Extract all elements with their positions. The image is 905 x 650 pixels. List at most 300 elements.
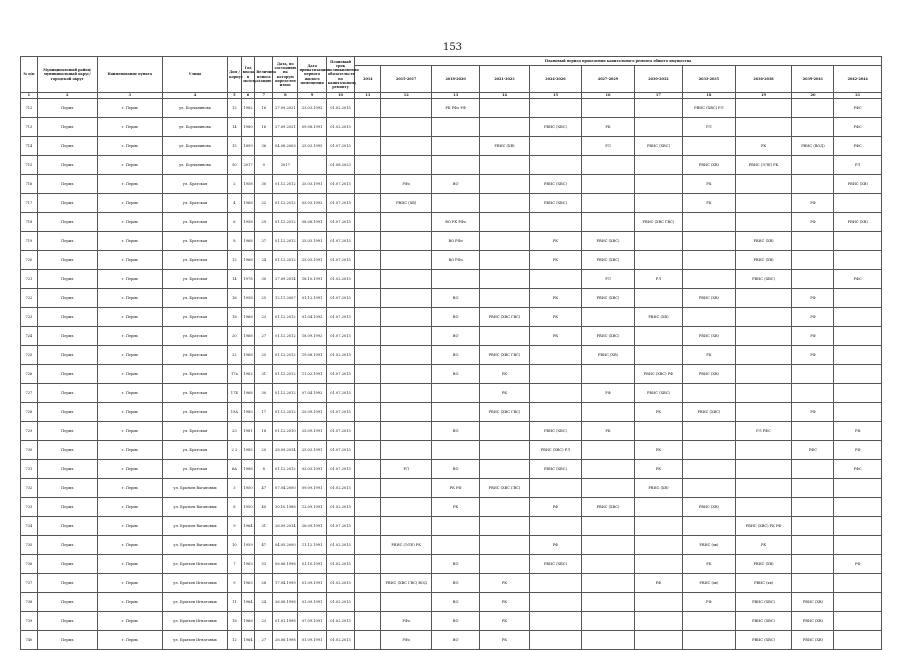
- cell-year: 1985: [241, 403, 255, 422]
- cell-plan-date: 01.07.2015: [326, 308, 354, 327]
- cell-period-0: [355, 460, 381, 479]
- cell-year: 1968: [241, 194, 255, 213]
- cell-period-8: [735, 498, 792, 517]
- cell-period-3: [480, 536, 529, 555]
- cell-period-10: [834, 251, 882, 270]
- cell-date-state: 17.04.1999: [273, 574, 298, 593]
- cell-house: 7: [228, 555, 242, 574]
- cell-period-3: РВИС (ХВС ГВС): [480, 308, 529, 327]
- cell-municipality: Пермь: [37, 460, 97, 479]
- cell-period-7: РВИС (хв): [683, 536, 736, 555]
- cell-plan-date: 01.02.2015: [326, 593, 354, 612]
- cell-period-9: [792, 422, 834, 441]
- cell-settlement: г. Пермь: [97, 384, 162, 403]
- cell-street: ул. Братская: [162, 251, 227, 270]
- cell-period-2: [431, 156, 479, 175]
- cell-period-0: [355, 517, 381, 536]
- header-wear: Величина износа: [255, 57, 273, 93]
- cell-period-8: РЛ РФС: [735, 422, 792, 441]
- cell-wear: 18: [255, 422, 273, 441]
- table-row: [21, 137, 882, 156]
- cell-period-3: [480, 175, 529, 194]
- header-period: Плановый период проведения капитального ремонта общего имущества: [355, 57, 882, 66]
- cell-period-4: [529, 270, 582, 289]
- cell-house: 17а: [228, 365, 242, 384]
- cell-date-privatization: 25.03.1991: [298, 232, 326, 251]
- cell-period-9: РФ: [792, 403, 834, 422]
- cell-period-2: ВО: [431, 631, 479, 650]
- cell-date-privatization: 09.09.1991: [298, 479, 326, 498]
- cell-municipality: Пермь: [37, 327, 97, 346]
- cell-municipality: Пермь: [37, 612, 97, 631]
- cell-street: ул. Братьев Игнатовых: [162, 631, 227, 650]
- cell-municipality: Пермь: [37, 213, 97, 232]
- cell-period-1: РФо: [381, 631, 431, 650]
- cell-period-5: [582, 441, 635, 460]
- cell-period-1: [381, 403, 431, 422]
- cell-period-10: [834, 517, 882, 536]
- cell-period-6: [634, 118, 682, 137]
- cell-plan-date: 01.07.2015: [326, 213, 354, 232]
- cell-period-3: [480, 194, 529, 213]
- cell-year: 1968: [241, 384, 255, 403]
- cell-street: ул. Братская: [162, 365, 227, 384]
- cell-period-0: [355, 251, 381, 270]
- cell-period-6: РВИС (ХВС): [634, 384, 682, 403]
- cell-year: 1964: [241, 631, 255, 650]
- cell-settlement: г. Пермь: [97, 365, 162, 384]
- cell-period-9: [792, 156, 834, 175]
- cell-period-8: [735, 403, 792, 422]
- cell-date-privatization: 07.09.1991: [298, 612, 326, 631]
- header-street: Улица: [162, 57, 227, 93]
- table-row: [21, 441, 882, 460]
- cell-date-state: 01.12.2012: [273, 346, 298, 365]
- cell-period-1: [381, 327, 431, 346]
- header-no: № п/п: [21, 57, 38, 93]
- cell-period-10: [834, 574, 882, 593]
- cell-period-3: [480, 213, 529, 232]
- cell-plan-date: 01.02.2015: [326, 498, 354, 517]
- cell-plan-date: 01.07.2015: [326, 194, 354, 213]
- column-number-6: 7: [255, 93, 273, 99]
- cell-period-9: [792, 574, 834, 593]
- cell-date-state: 06.06.1998: [273, 555, 298, 574]
- cell-period-10: [834, 365, 882, 384]
- cell-row-number: 729: [21, 422, 38, 441]
- cell-row-number: 728: [21, 403, 38, 422]
- cell-period-7: [683, 517, 736, 536]
- cell-period-2: [431, 137, 479, 156]
- cell-period-6: [634, 555, 682, 574]
- cell-period-8: [735, 118, 792, 137]
- cell-period-0: [355, 498, 381, 517]
- cell-period-9: РФ: [792, 289, 834, 308]
- cell-period-8: РК: [735, 137, 792, 156]
- column-number-7: 8: [273, 93, 298, 99]
- cell-year: 1988: [241, 460, 255, 479]
- cell-period-3: РК: [480, 612, 529, 631]
- capital-repair-table: [20, 56, 882, 650]
- cell-municipality: Пермь: [37, 137, 97, 156]
- cell-period-3: [480, 99, 529, 118]
- cell-municipality: Пермь: [37, 498, 97, 517]
- cell-plan-date: 01.02.2015: [326, 118, 354, 137]
- cell-period-2: [431, 384, 479, 403]
- cell-wear: 31: [255, 517, 273, 536]
- cell-period-3: [480, 156, 529, 175]
- cell-period-4: [529, 156, 582, 175]
- header-municipality: Муниципальный район/ муниципальный округ/городской округ: [37, 57, 97, 93]
- cell-period-9: [792, 118, 834, 137]
- cell-street: ул. Братская: [162, 441, 227, 460]
- cell-year: 1978: [241, 270, 255, 289]
- cell-street: ул. Братьев Игнатовых: [162, 612, 227, 631]
- cell-period-8: РВИС (ХВС): [735, 612, 792, 631]
- cell-date-privatization: 01.09.1991: [298, 631, 326, 650]
- cell-period-0: [355, 555, 381, 574]
- cell-date-privatization: 18.10.1991: [298, 270, 326, 289]
- cell-period-6: РФ: [634, 574, 682, 593]
- cell-period-10: [834, 384, 882, 403]
- cell-row-number: 717: [21, 194, 38, 213]
- cell-row-number: 739: [21, 612, 38, 631]
- cell-settlement: г. Пермь: [97, 175, 162, 194]
- cell-period-7: РВИС (ХВ): [683, 498, 736, 517]
- cell-period-1: [381, 118, 431, 137]
- cell-period-10: РФС: [834, 118, 882, 137]
- cell-house: 12: [228, 251, 242, 270]
- cell-year: 1982: [241, 99, 255, 118]
- header-date-state: Дата, по состоянию на которую определен износ: [273, 57, 298, 93]
- cell-plan-date: 01.07.2015: [326, 384, 354, 403]
- cell-date-privatization: 09.08.1991: [298, 118, 326, 137]
- cell-period-8: РВИС (ХВС): [735, 593, 792, 612]
- cell-street: ул. Братская: [162, 308, 227, 327]
- cell-period-9: [792, 498, 834, 517]
- cell-plan-date: 01.02.2015: [326, 99, 354, 118]
- cell-date-state: 01.12.2012: [273, 403, 298, 422]
- cell-period-5: [582, 308, 635, 327]
- cell-period-6: РВИС (ХВ): [634, 308, 682, 327]
- cell-settlement: г. Пермь: [97, 574, 162, 593]
- cell-period-6: [634, 593, 682, 612]
- cell-wear: 22: [255, 194, 273, 213]
- cell-period-6: [634, 156, 682, 175]
- cell-period-5: РВИС (ХВ): [582, 346, 635, 365]
- table-row: [21, 479, 882, 498]
- table-row: [21, 156, 882, 175]
- header-period-6: 2030-2032: [634, 66, 682, 93]
- cell-house: 3: [228, 479, 242, 498]
- cell-settlement: г. Пермь: [97, 99, 162, 118]
- header-settlement: Наименование пункта: [97, 57, 162, 93]
- cell-period-6: [634, 517, 682, 536]
- cell-period-6: [634, 289, 682, 308]
- cell-date-privatization: 01.04.1992: [298, 308, 326, 327]
- cell-date-privatization: 07.04.1992: [298, 384, 326, 403]
- cell-period-4: РК: [529, 327, 582, 346]
- cell-period-5: [582, 593, 635, 612]
- cell-period-3: [480, 422, 529, 441]
- cell-row-number: 733: [21, 498, 38, 517]
- table-row: [21, 384, 882, 403]
- cell-row-number: 730: [21, 441, 38, 460]
- cell-plan-date: 01.02.2015: [326, 479, 354, 498]
- column-number-11: 12: [381, 93, 431, 99]
- cell-period-0: [355, 175, 381, 194]
- cell-year: 1968: [241, 232, 255, 251]
- cell-period-4: [529, 365, 582, 384]
- cell-date-privatization: 19.08.1991: [298, 346, 326, 365]
- cell-date-state: 04.08.2003: [273, 137, 298, 156]
- cell-house: 9: [228, 574, 242, 593]
- cell-period-7: [683, 422, 736, 441]
- cell-house: 8: [228, 498, 242, 517]
- cell-period-3: РВИС (ХВ): [480, 137, 529, 156]
- cell-date-privatization: 25.03.1991: [298, 441, 326, 460]
- cell-row-number: 731: [21, 460, 38, 479]
- cell-period-8: РВИС (хв): [735, 574, 792, 593]
- cell-date-state: 27.09.2014: [273, 270, 298, 289]
- header-plan: Плановый срок возникновения обязательств по капитальному ремонту: [326, 57, 354, 93]
- header-period-4: 2024-2026: [529, 66, 582, 93]
- cell-period-7: [683, 631, 736, 650]
- cell-period-9: [792, 517, 834, 536]
- cell-street: ул. Братская: [162, 346, 227, 365]
- cell-house: 2: [228, 175, 242, 194]
- cell-period-9: [792, 251, 834, 270]
- cell-row-number: 712: [21, 99, 38, 118]
- cell-period-2: ВО: [431, 555, 479, 574]
- header-date-priv: Дата приватизации первого жилого помещения: [298, 57, 326, 93]
- cell-house: 18: [228, 308, 242, 327]
- cell-date-state: 26.08.1998: [273, 593, 298, 612]
- cell-row-number: 714: [21, 137, 38, 156]
- cell-plan-date: 01.07.2015: [326, 403, 354, 422]
- cell-street: ул. Братьев Вагановых: [162, 536, 227, 555]
- cell-period-2: ВО: [431, 593, 479, 612]
- table-row: [21, 175, 882, 194]
- cell-wear: 31: [255, 365, 273, 384]
- cell-settlement: г. Пермь: [97, 593, 162, 612]
- cell-period-10: [834, 289, 882, 308]
- cell-period-2: [431, 441, 479, 460]
- cell-period-8: [735, 308, 792, 327]
- cell-date-privatization: 23.03.1992: [298, 99, 326, 118]
- cell-house: 6: [228, 213, 242, 232]
- cell-wear: 25: [255, 346, 273, 365]
- cell-settlement: г. Пермь: [97, 308, 162, 327]
- column-number-8: 9: [298, 93, 326, 99]
- cell-period-0: [355, 137, 381, 156]
- cell-wear: 8: [255, 460, 273, 479]
- cell-wear: 17: [255, 403, 273, 422]
- cell-plan-date: 01.07.2015: [326, 289, 354, 308]
- cell-period-10: [834, 308, 882, 327]
- cell-row-number: 738: [21, 593, 38, 612]
- cell-municipality: Пермь: [37, 631, 97, 650]
- table-row: [21, 536, 882, 555]
- cell-period-10: [834, 536, 882, 555]
- cell-period-2: ВО: [431, 612, 479, 631]
- column-number-20: 21: [834, 93, 882, 99]
- cell-year: 1966: [241, 612, 255, 631]
- cell-municipality: Пермь: [37, 289, 97, 308]
- cell-period-5: [582, 536, 635, 555]
- cell-street: ул. Братьев Вагановых: [162, 517, 227, 536]
- cell-date-state: 07.04.2000: [273, 479, 298, 498]
- cell-settlement: г. Пермь: [97, 441, 162, 460]
- cell-municipality: Пермь: [37, 194, 97, 213]
- cell-period-5: [582, 612, 635, 631]
- cell-year: 1968: [241, 251, 255, 270]
- cell-wear: 0: [255, 156, 273, 175]
- cell-row-number: 727: [21, 384, 38, 403]
- cell-period-7: [683, 270, 736, 289]
- cell-period-6: РВИС (ХВ): [634, 479, 682, 498]
- cell-date-state: 27.09.2021: [273, 118, 298, 137]
- cell-municipality: Пермь: [37, 308, 97, 327]
- cell-date-state: 28.09.2014: [273, 441, 298, 460]
- cell-period-0: [355, 346, 381, 365]
- cell-period-3: РК: [480, 384, 529, 403]
- table-row: [21, 194, 882, 213]
- cell-period-10: [834, 403, 882, 422]
- cell-year: 1964: [241, 517, 255, 536]
- cell-year: 1958: [241, 175, 255, 194]
- cell-period-4: РФ: [529, 498, 582, 517]
- cell-row-number: 722: [21, 289, 38, 308]
- cell-period-1: [381, 365, 431, 384]
- cell-year: 1958: [241, 213, 255, 232]
- cell-period-7: РК: [683, 175, 736, 194]
- cell-wear: 40: [255, 498, 273, 517]
- cell-house: 11: [228, 593, 242, 612]
- cell-period-9: РВИС (ХВ): [792, 593, 834, 612]
- cell-period-5: РВИС (ХВС): [582, 498, 635, 517]
- cell-settlement: г. Пермь: [97, 422, 162, 441]
- cell-period-8: РВИС (ХВС): [735, 631, 792, 650]
- cell-settlement: г. Пермь: [97, 536, 162, 555]
- cell-period-6: РВИС (ХВС) РФ: [634, 365, 682, 384]
- cell-period-9: [792, 555, 834, 574]
- cell-settlement: г. Пермь: [97, 327, 162, 346]
- cell-period-1: РВИС (ХВС ГВС) ВОД: [381, 574, 431, 593]
- cell-wear: 25: [255, 289, 273, 308]
- cell-period-8: РВИС (ХВ): [735, 555, 792, 574]
- cell-period-10: [834, 232, 882, 251]
- cell-row-number: 718: [21, 213, 38, 232]
- cell-period-8: РВИС (ХВ): [735, 251, 792, 270]
- cell-period-7: [683, 232, 736, 251]
- cell-row-number: 724: [21, 327, 38, 346]
- table-row: [21, 213, 882, 232]
- cell-date-state: 01.01.1998: [273, 612, 298, 631]
- header-house: Дом / корпус: [228, 57, 242, 93]
- cell-settlement: г. Пермь: [97, 517, 162, 536]
- cell-period-7: [683, 251, 736, 270]
- cell-period-5: [582, 631, 635, 650]
- header-period-2: 2018-2020: [431, 66, 479, 93]
- cell-house: 9: [228, 517, 242, 536]
- cell-period-8: [735, 365, 792, 384]
- cell-house: 16: [228, 289, 242, 308]
- table-row: [21, 346, 882, 365]
- cell-period-7: [683, 384, 736, 403]
- cell-period-5: [582, 99, 635, 118]
- cell-date-privatization: 11.02.1991: [298, 365, 326, 384]
- cell-period-1: [381, 498, 431, 517]
- cell-period-7: [683, 213, 736, 232]
- cell-date-state: 12.11.2007: [273, 289, 298, 308]
- cell-period-1: [381, 213, 431, 232]
- cell-period-1: [381, 441, 431, 460]
- cell-plan-date: 01.07.2015: [326, 441, 354, 460]
- cell-date-state: 01.12.2012: [273, 327, 298, 346]
- cell-period-5: [582, 479, 635, 498]
- cell-year: 1964: [241, 593, 255, 612]
- cell-period-6: РК: [634, 403, 682, 422]
- cell-wear: 53: [255, 555, 273, 574]
- cell-period-4: РК: [529, 232, 582, 251]
- cell-street: ул. Братская: [162, 213, 227, 232]
- cell-period-5: [582, 517, 635, 536]
- cell-period-6: [634, 498, 682, 517]
- table-row: [21, 289, 882, 308]
- cell-wear: 24: [255, 251, 273, 270]
- column-number-18: 19: [735, 93, 792, 99]
- cell-settlement: г. Пермь: [97, 479, 162, 498]
- header-period-7: 2033-2035: [683, 66, 736, 93]
- cell-street: ул. Братская: [162, 194, 227, 213]
- cell-period-0: [355, 612, 381, 631]
- cell-row-number: 720: [21, 251, 38, 270]
- cell-period-10: РФС: [834, 99, 882, 118]
- cell-period-10: РЛ: [834, 156, 882, 175]
- table-row: [21, 460, 882, 479]
- column-number-12: 13: [431, 93, 479, 99]
- cell-period-4: РК: [529, 308, 582, 327]
- cell-period-7: РФ: [683, 593, 736, 612]
- cell-year: 1980: [241, 118, 255, 137]
- cell-period-1: [381, 346, 431, 365]
- cell-period-8: РВИС (ХВС) РК РФ: [735, 517, 792, 536]
- cell-period-0: [355, 308, 381, 327]
- cell-period-3: [480, 460, 529, 479]
- cell-period-5: РВИС (ХВС): [582, 232, 635, 251]
- cell-settlement: г. Пермь: [97, 137, 162, 156]
- column-number-9: 10: [326, 93, 354, 99]
- header-period-0: 2014: [355, 66, 381, 93]
- column-number-3: 4: [162, 93, 227, 99]
- cell-wear: 16: [255, 118, 273, 137]
- cell-wear: 36: [255, 137, 273, 156]
- cell-municipality: Пермь: [37, 441, 97, 460]
- cell-period-4: [529, 403, 582, 422]
- cell-period-2: [431, 270, 479, 289]
- table-row: [21, 308, 882, 327]
- cell-settlement: г. Пермь: [97, 232, 162, 251]
- cell-date-privatization: 25.09.1991: [298, 403, 326, 422]
- cell-street: ул. Братская: [162, 327, 227, 346]
- cell-plan-date: 01.07.2015: [326, 460, 354, 479]
- cell-street: ул. Братьев Игнатовых: [162, 555, 227, 574]
- table-row: [21, 631, 882, 650]
- cell-period-0: [355, 441, 381, 460]
- cell-date-state: 01.12.2012: [273, 384, 298, 403]
- cell-period-8: [735, 194, 792, 213]
